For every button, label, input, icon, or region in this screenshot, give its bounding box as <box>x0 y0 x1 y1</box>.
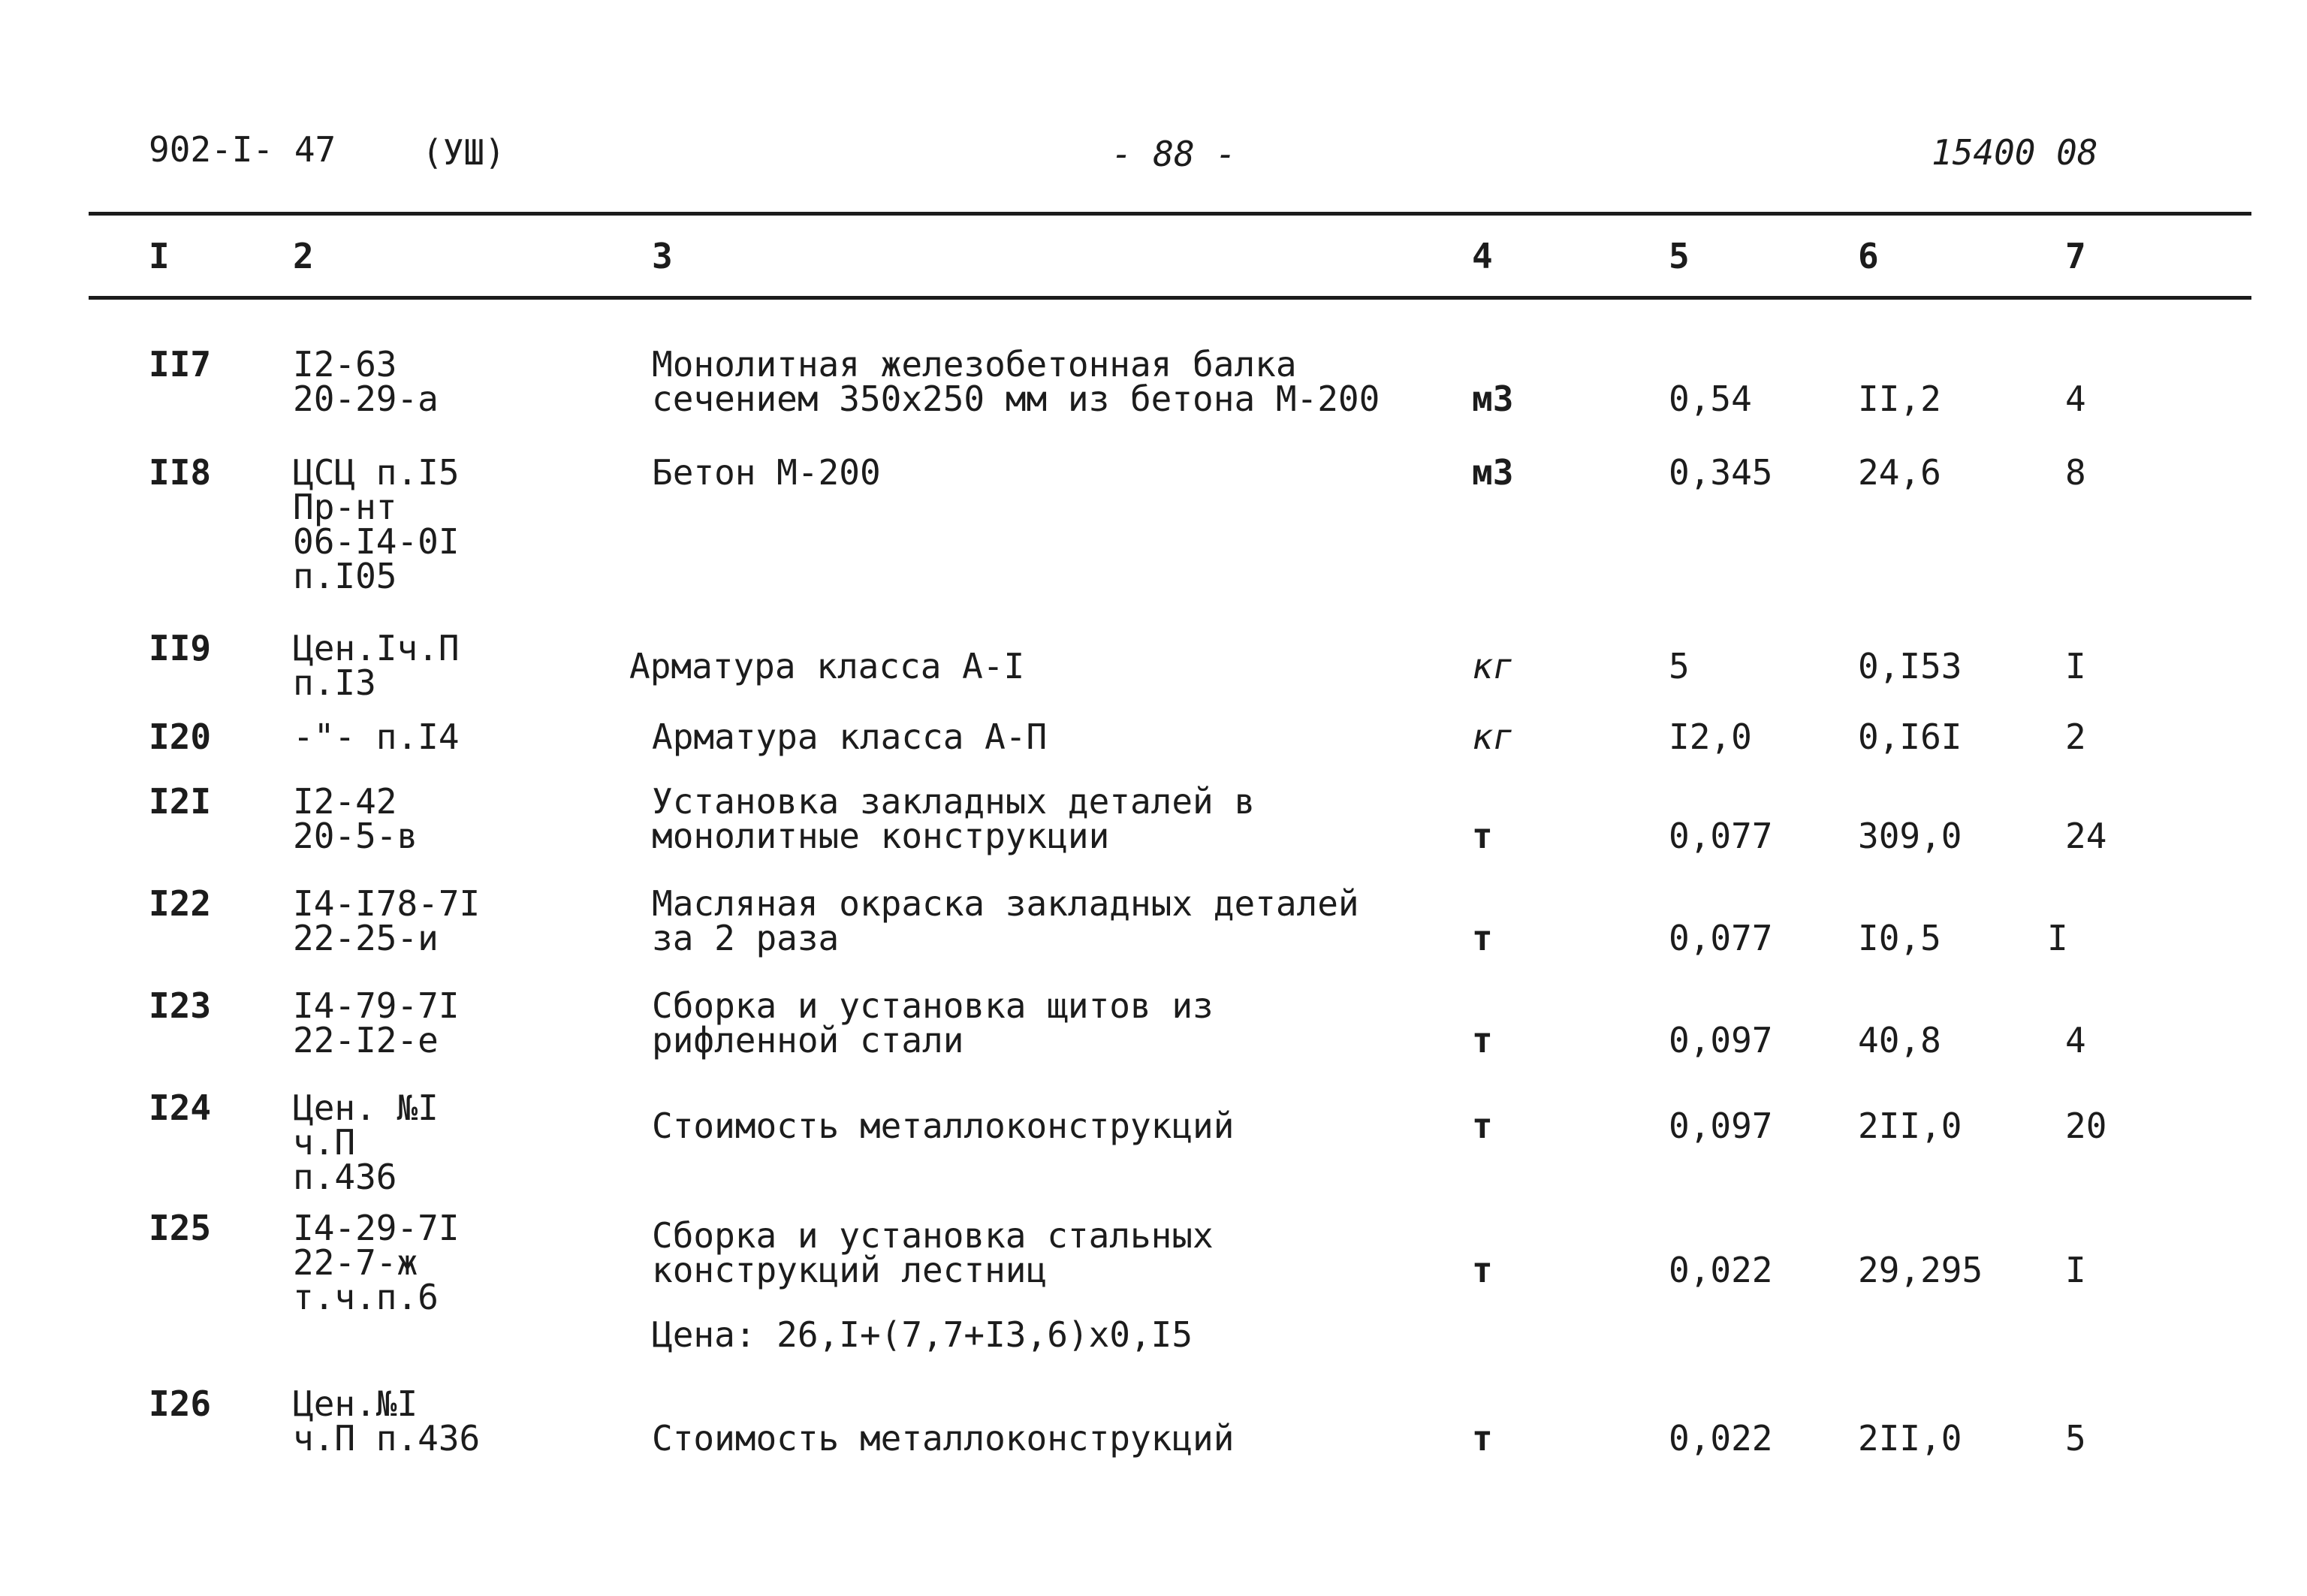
quantity: 0,097 <box>1669 1106 1773 1146</box>
norm-code <box>293 985 460 1060</box>
norm-code-line: Цен.Iч.П <box>293 628 460 668</box>
header-rule <box>89 296 2251 300</box>
unit: т <box>1472 1106 1493 1146</box>
norm-code-line: 06-I4-0I <box>293 521 460 562</box>
total-cost: 4 <box>2065 1020 2086 1060</box>
norm-code-line: Цен. №I <box>293 1088 439 1128</box>
norm-code <box>293 1088 439 1197</box>
work-description <box>652 452 881 493</box>
total-cost: 2 <box>2065 717 2086 757</box>
work-description <box>652 781 1256 856</box>
work-description <box>652 1106 1235 1146</box>
unit: м3 <box>1472 379 1514 419</box>
norm-code-line: п.I3 <box>293 662 376 703</box>
norm-code-line: 22-I2-е <box>293 1020 439 1060</box>
section-label: (УШ) <box>422 132 505 173</box>
description-line: Арматура класса А-П <box>652 717 1048 757</box>
unit: т <box>1472 1418 1493 1459</box>
description-line: Сборка и установка стальных <box>652 1215 1214 1256</box>
norm-code-line: Цен.№I <box>293 1383 418 1424</box>
row-number: I23 <box>149 985 212 1026</box>
unit-price: 24,6 <box>1858 452 1941 493</box>
row-number: II7 <box>149 344 212 385</box>
work-description <box>652 1215 1214 1290</box>
norm-code-line: п.I05 <box>293 556 397 596</box>
norm-code-line: ч.П <box>293 1122 356 1163</box>
total-cost: 20 <box>2065 1106 2107 1146</box>
unit-price: 0,I53 <box>1858 646 1962 686</box>
quantity: 0,345 <box>1669 452 1773 493</box>
column-header-3: 3 <box>652 236 673 276</box>
work-description <box>652 985 1214 1060</box>
unit-price: 0,I6I <box>1858 717 1962 757</box>
column-header-6: 6 <box>1858 236 1879 276</box>
work-description <box>652 717 1048 757</box>
work-description <box>652 1418 1235 1459</box>
quantity: 0,097 <box>1669 1020 1773 1060</box>
unit-price: 40,8 <box>1858 1020 1941 1060</box>
unit-price: 2II,0 <box>1858 1418 1962 1459</box>
row-number: I26 <box>149 1383 212 1424</box>
row-number: I20 <box>149 717 212 757</box>
total-cost: 24 <box>2065 816 2107 856</box>
norm-code-line: I2-42 <box>293 781 397 822</box>
work-description <box>629 646 1025 686</box>
norm-code-line: I2-63 <box>293 344 397 385</box>
norm-code-line: ч.П п.436 <box>293 1418 481 1459</box>
unit: м3 <box>1472 452 1514 493</box>
description-line: Арматура класса А-I <box>629 646 1025 686</box>
norm-code-line: I4-29-7I <box>293 1208 460 1248</box>
norm-code-line: п.436 <box>293 1157 397 1197</box>
quantity: 0,077 <box>1669 918 1773 958</box>
norm-code-line: 22-25-и <box>293 918 439 958</box>
quantity: 5 <box>1669 646 1690 686</box>
norm-code <box>293 452 460 596</box>
work-description <box>652 344 1380 419</box>
quantity: 0,022 <box>1669 1418 1773 1459</box>
total-cost: 4 <box>2065 379 2086 419</box>
column-header-7: 7 <box>2065 236 2086 276</box>
description-line: Установка закладных деталей в <box>652 781 1256 822</box>
quantity: 0,54 <box>1669 379 1752 419</box>
description-line: монолитные конструкции <box>652 816 1110 856</box>
unit: кг <box>1472 646 1514 686</box>
norm-code-line: I4-I78-7I <box>293 883 481 924</box>
column-header-4: 4 <box>1472 236 1493 276</box>
unit: т <box>1472 816 1493 856</box>
description-line: Сборка и установка щитов из <box>652 985 1214 1026</box>
norm-code <box>293 628 460 703</box>
top-rule <box>89 212 2251 216</box>
norm-code-line: Пр-нт <box>293 487 397 527</box>
column-header-1: I <box>149 236 170 276</box>
norm-code-line: 20-29-а <box>293 379 439 419</box>
row-number: II9 <box>149 628 212 668</box>
row-number: II8 <box>149 452 212 493</box>
quantity: I2,0 <box>1669 717 1752 757</box>
norm-code-line: т.ч.п.6 <box>293 1277 439 1317</box>
reference-number: 15400 08 <box>1932 132 2098 173</box>
quantity: 0,077 <box>1669 816 1773 856</box>
doc-code: 902-I- 47 <box>149 129 336 170</box>
work-description <box>652 883 1359 958</box>
description-line: Стоимость металлоконструкций <box>652 1418 1235 1459</box>
norm-code-line: 20-5-в <box>293 816 418 856</box>
unit: кг <box>1472 717 1514 757</box>
description-line: Стоимость металлоконструкций <box>652 1106 1235 1146</box>
page-number: - 88 - <box>1111 134 1237 174</box>
total-cost: I <box>2065 1250 2086 1290</box>
unit-price: 309,0 <box>1858 816 1962 856</box>
total-cost: I <box>2047 918 2068 958</box>
description-line: рифленной стали <box>652 1020 964 1060</box>
description-line: сечением 350х250 мм из бетона М-200 <box>652 379 1380 419</box>
description-line: за 2 раза <box>652 918 840 958</box>
norm-code-line: I4-79-7I <box>293 985 460 1026</box>
price-calculation-note: Цена: 26,I+(7,7+I3,6)х0,I5 <box>652 1314 1193 1355</box>
total-cost: 5 <box>2065 1418 2086 1459</box>
unit: т <box>1472 1250 1493 1290</box>
column-header-5: 5 <box>1669 236 1690 276</box>
norm-code <box>293 883 481 958</box>
norm-code <box>293 781 418 856</box>
unit-price: 29,295 <box>1858 1250 1983 1290</box>
column-header-2: 2 <box>293 236 314 276</box>
unit-price: I0,5 <box>1858 918 1941 958</box>
total-cost: I <box>2065 646 2086 686</box>
norm-code-line: ЦСЦ п.I5 <box>293 452 460 493</box>
unit-price: II,2 <box>1858 379 1941 419</box>
norm-code-line: 22-7-ж <box>293 1242 418 1283</box>
unit-price: 2II,0 <box>1858 1106 1962 1146</box>
description-line: Монолитная железобетонная балка <box>652 344 1297 385</box>
description-line: Бетон М-200 <box>652 452 881 493</box>
norm-code <box>293 1208 460 1317</box>
description-line: конструкций лестниц <box>652 1250 1048 1290</box>
unit: т <box>1472 1020 1493 1060</box>
row-number: I24 <box>149 1088 212 1128</box>
description-line: Масляная окраска закладных деталей <box>652 883 1359 924</box>
unit: т <box>1472 918 1493 958</box>
row-number: I22 <box>149 883 212 924</box>
norm-code-line: -"- п.I4 <box>293 717 460 757</box>
quantity: 0,022 <box>1669 1250 1773 1290</box>
total-cost: 8 <box>2065 452 2086 493</box>
norm-code <box>293 717 460 757</box>
norm-code <box>293 344 439 419</box>
row-number: I2I <box>149 781 212 822</box>
row-number: I25 <box>149 1208 212 1248</box>
norm-code <box>293 1383 481 1459</box>
